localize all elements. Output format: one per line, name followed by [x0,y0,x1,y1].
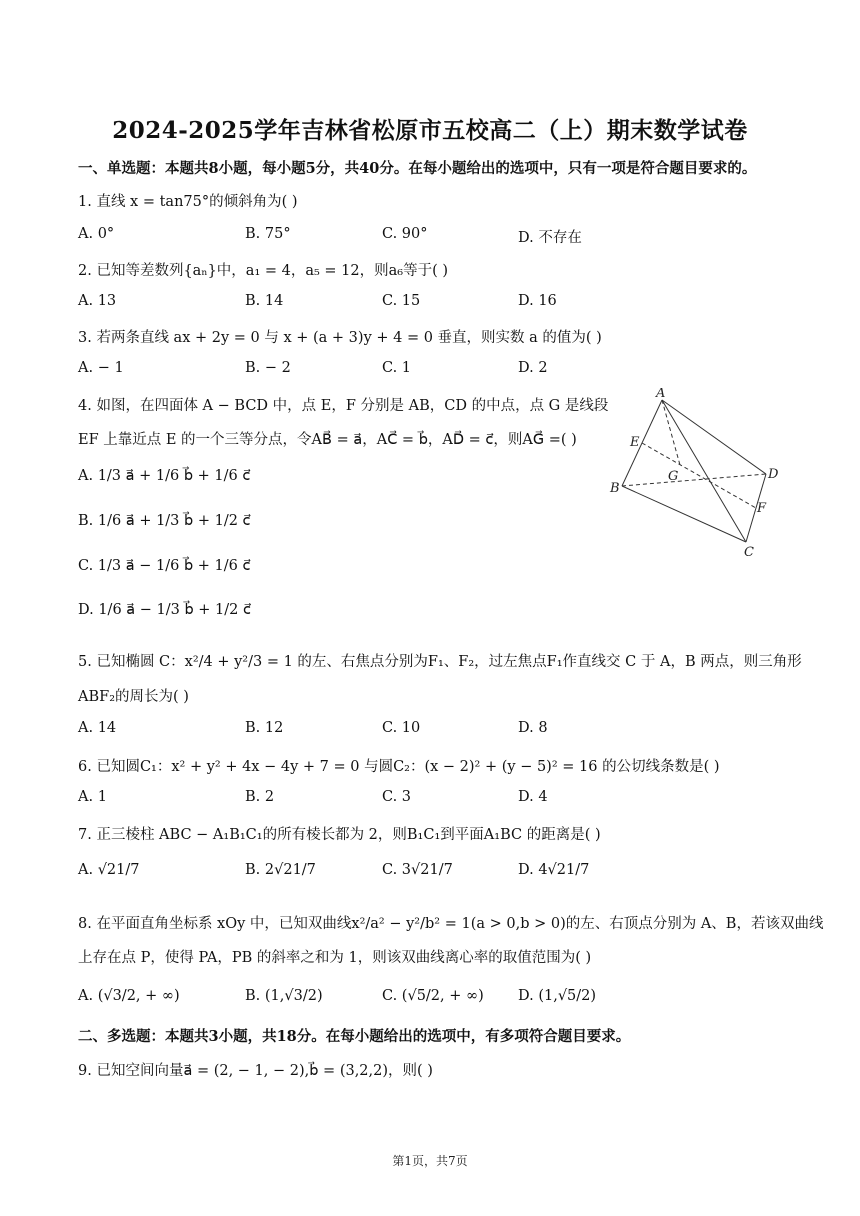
question-3-stem: 3. 若两条直线 ax + 2y = 0 与 x + (a + 3)y + 4 = 0 垂直，则实数 a 的值为( ) [78,330,602,346]
segment-ef [642,443,756,508]
q7-option-d: D. 4√21/7 [518,862,590,878]
label-e: E [630,435,640,450]
section-heading-multiple-choice: 二、多选题：本题共3小题，共18分。在每小题给出的选项中，有多项符合题目要求。 [78,1028,631,1045]
edge-bd [622,474,766,486]
q5-option-b: B. 12 [245,720,284,736]
question-4-stem-line1: 4. 如图，在四面体 A − BCD 中，点 E，F 分别是 AB，CD 的中点，点 G 是线段 [78,398,609,414]
label-f: F [757,501,767,516]
label-d: D [768,467,779,482]
section-heading-single-choice: 一、单选题：本题共8小题，每小题5分，共40分。在每小题给出的选项中，只有一项是符合题目要求的。 [78,160,757,177]
edge-ad [662,400,766,474]
question-5-stem-line1: 5. 已知椭圆 C：x²/4 + y²/3 = 1 的左、右焦点分别为F₁、F₂，过左焦点F₁作直线交 C 于 A，B 两点，则三角形 [78,654,802,670]
question-9-stem: 9. 已知空间向量a⃗ = (2, − 1, − 2),b⃗ = (3,2,2)，则( ) [78,1063,433,1079]
q7-option-a: A. √21/7 [78,862,140,878]
question-6-stem: 6. 已知圆C₁：x² + y² + 4x − 4y + 7 = 0 与圆C₂：(x − 2)² + (y − 5)² = 16 的公切线条数是( ) [78,759,720,775]
page-title: 2024-2025学年吉林省松原市五校高二（上）期末数学试卷 [112,117,748,144]
q1-option-a: A. 0° [78,226,115,242]
q3-option-c: C. 1 [382,360,412,376]
page-footer: 第1页，共7页 [392,1154,468,1168]
q2-option-b: B. 14 [245,293,284,309]
label-g: G [668,469,679,484]
q5-option-d: D. 8 [518,720,548,736]
q5-option-a: A. 14 [78,720,117,736]
q1-option-c: C. 90° [382,226,428,242]
q8-option-a: A. (√3/2, + ∞) [78,988,180,1004]
q2-option-c: C. 15 [382,293,421,309]
q8-option-b: B. (1,√3/2) [245,988,323,1004]
question-2-stem: 2. 已知等差数列{aₙ}中，a₁ = 4，a₅ = 12，则a₆等于( ) [78,263,449,279]
q3-option-b: B. − 2 [245,360,291,376]
q1-option-b: B. 75° [245,226,291,242]
tetrahedron-figure [604,388,792,560]
q1-option-d: D. 不存在 [518,230,582,246]
q7-option-b: B. 2√21/7 [245,862,316,878]
question-8-stem-line2: 上存在点 P，使得 PA，PB 的斜率之和为 1，则该双曲线离心率的取值范围为( ) [78,950,592,966]
segment-ag [662,400,680,465]
question-7-stem: 7. 正三棱柱 ABC − A₁B₁C₁的所有棱长都为 2，则B₁C₁到平面A₁BC 的距离是( ) [78,827,601,843]
q6-option-a: A. 1 [78,789,107,805]
q6-option-d: D. 4 [518,789,548,805]
label-c: C [744,545,754,560]
label-a: A [656,388,666,401]
question-8-stem-line1: 8. 在平面直角坐标系 xOy 中，已知双曲线x²/a² − y²/b² = 1(a > 0,b > 0)的左、右顶点分别为 A、B，若该双曲线 [78,916,824,932]
q3-option-d: D. 2 [518,360,548,376]
q2-option-d: D. 16 [518,293,557,309]
q5-option-c: C. 10 [382,720,421,736]
edge-bc [622,486,746,542]
q7-option-c: C. 3√21/7 [382,862,453,878]
q4-option-d: D. 1/6 a⃗ − 1/3 b⃗ + 1/2 c⃗ [78,602,251,618]
q3-option-a: A. − 1 [78,360,124,376]
q4-option-a: A. 1/3 a⃗ + 1/6 b⃗ + 1/6 c⃗ [78,468,251,484]
q6-option-b: B. 2 [245,789,275,805]
q8-option-d: D. (1,√5/2) [518,988,597,1004]
q4-option-c: C. 1/3 a⃗ − 1/6 b⃗ + 1/6 c⃗ [78,558,251,574]
question-5-stem-line2: ABF₂的周长为( ) [78,689,189,705]
question-1-stem: 1. 直线 x = tan75°的倾斜角为( ) [78,194,298,210]
q4-option-b: B. 1/6 a⃗ + 1/3 b⃗ + 1/2 c⃗ [78,513,251,529]
q6-option-c: C. 3 [382,789,412,805]
q2-option-a: A. 13 [78,293,117,309]
label-b: B [610,481,620,496]
q8-option-c: C. (√5/2, + ∞) [382,988,484,1004]
question-4-stem-line2: EF 上靠近点 E 的一个三等分点，令AB⃗ = a⃗，AC⃗ = b⃗，AD⃗ = c⃗，则AG⃗ =( ) [78,432,577,448]
